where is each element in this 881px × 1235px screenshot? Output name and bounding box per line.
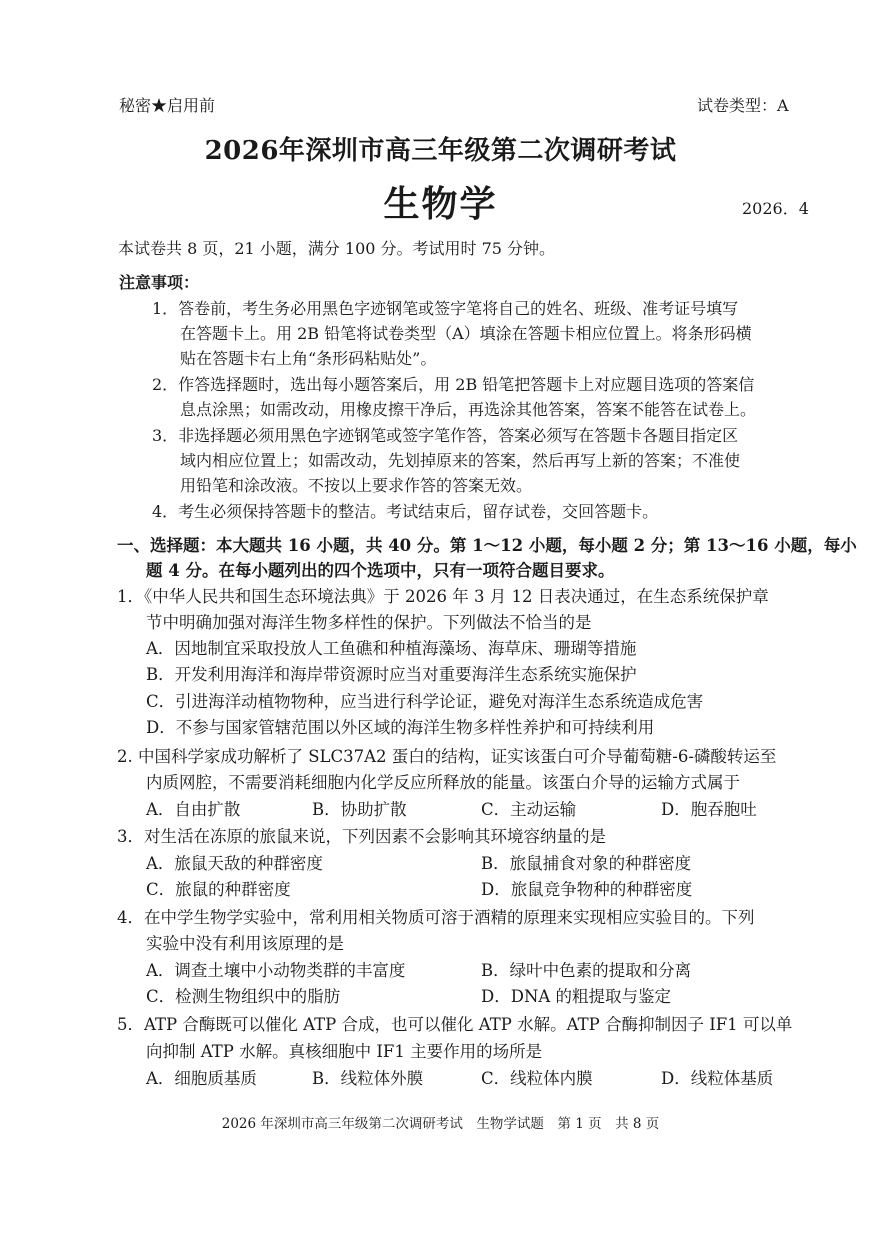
notes-line: 贴在答题卡右上角“条形码粘贴处”。 (180, 349, 437, 368)
question-stem: 内质网腔，不需要消耗细胞内化学反应所释放的能量。该蛋白介导的运输方式属于 (146, 773, 740, 792)
question-stem: 实验中没有利用该原理的是 (146, 934, 344, 953)
option-b: B．开发利用海洋和海岸带资源时应当对重要海洋生态系统实施保护 (146, 665, 637, 684)
question-stem: 3．对生活在冻原的旅鼠来说，下列因素不会影响其环境容纳量的是 (117, 827, 606, 846)
option-c: C．引进海洋动植物物种，应当进行科学论证，避免对海洋生态系统造成危害 (146, 692, 704, 711)
notes-line: 域内相应位置上；如需改动，先划掉原来的答案，然后再写上新的答案；不准使 (180, 451, 741, 470)
exam-title: 2026年深圳市高三年级第二次调研考试 (204, 136, 677, 166)
option-a: A．细胞质基质 (146, 1069, 257, 1088)
notes-line: 4．考生必须保持答题卡的整洁。考试结束后，留存试卷，交回答题卡。 (152, 502, 659, 521)
option-d: D．DNA 的粗提取与鉴定 (481, 987, 672, 1006)
option-c: C．线粒体内膜 (481, 1069, 593, 1088)
question-stem: 1．《中华人民共和国生态环境法典》于 2026 年 3 月 12 日表决通过，在生态系统保护章 (117, 587, 769, 606)
subject-title: 生物学 (383, 183, 498, 225)
notes-line: 2．作答选择题时，选出每小题答案后，用 2B 铅笔把答题卡上对应题目选项的答案信 (152, 375, 755, 394)
option-b: B．线粒体外膜 (312, 1069, 424, 1088)
notes-line: 在答题卡上。用 2B 铅笔将试卷类型（A）填涂在答题卡相应位置上。将条形码横 (180, 324, 752, 343)
section-heading: 一、选择题：本大题共 16 小题，共 40 分。第 1～12 小题，每小题 2 分；第 13～16 小题，每小 (117, 536, 857, 555)
option-d: D．胞吞胞吐 (661, 800, 757, 819)
question-stem: 4．在中学生物学实验中，常利用相关物质可溶于酒精的原理来实现相应实验目的。下列 (117, 908, 755, 927)
question-stem: 节中明确加强对海洋生物多样性的保护。下列做法不恰当的是 (146, 613, 592, 632)
question-stem: 5．ATP 合酶既可以催化 ATP 合成，也可以催化 ATP 水解。ATP 合酶抑制因子 IF1 可以单 (117, 1015, 793, 1034)
exam-intro: 本试卷共 8 页，21 小题，满分 100 分。考试用时 75 分钟。 (118, 239, 556, 258)
paper-type-label: 试卷类型：A (697, 96, 789, 115)
exam-date: 2026．4 (742, 199, 809, 218)
confidential-label: 秘密★启用前 (119, 96, 216, 115)
option-c: C．检测生物组织中的脂肪 (146, 987, 341, 1006)
option-b: B．旅鼠捕食对象的种群密度 (481, 854, 692, 873)
question-stem: 2. 中国科学家成功解析了 SLC37A2 蛋白的结构，证实该蛋白可介导葡萄糖-6-磷酸转运至 (117, 747, 777, 766)
option-d: D．旅鼠竞争物种的种群密度 (481, 880, 693, 899)
option-a: A．自由扩散 (146, 800, 241, 819)
notes-line: 3．非选择题必须用黑色字迹钢笔或签字笔作答，答案必须写在答题卡各题目指定区 (152, 426, 739, 445)
option-d: D．线粒体基质 (661, 1069, 774, 1088)
option-c: C．主动运输 (481, 800, 577, 819)
notes-line: 1．答卷前，考生务必用黑色字迹钢笔或签字笔将自己的姓名、班级、准考证号填写 (152, 299, 739, 318)
section-heading: 题 4 分。在每小题列出的四个选项中，只有一项符合题目要求。 (146, 561, 615, 580)
option-a: A．调查土壤中小动物类群的丰富度 (146, 961, 406, 980)
notes-heading: 注意事项： (119, 273, 200, 292)
option-a: A．因地制宜采取投放人工鱼礁和种植海藻场、海草床、珊瑚等措施 (146, 639, 637, 658)
option-c: C．旅鼠的种群密度 (146, 880, 291, 899)
option-a: A．旅鼠天敌的种群密度 (146, 854, 323, 873)
option-b: B．协助扩散 (312, 800, 407, 819)
question-stem: 向抑制 ATP 水解。真核细胞中 IF1 主要作用的场所是 (146, 1042, 543, 1061)
notes-line: 用铅笔和涂改液。不按以上要求作答的答案无效。 (180, 476, 533, 495)
page-footer: 2026 年深圳市高三年级第二次调研考试 生物学试题 第 1 页 共 8 页 (221, 1116, 660, 1132)
option-b: B．绿叶中色素的提取和分离 (481, 961, 692, 980)
option-d: D．不参与国家管辖范围以外区域的海洋生物多样性养护和可持续利用 (146, 718, 655, 737)
notes-line: 息点涂黑；如需改动，用橡皮擦干净后，再选涂其他答案，答案不能答在试卷上。 (180, 400, 757, 419)
